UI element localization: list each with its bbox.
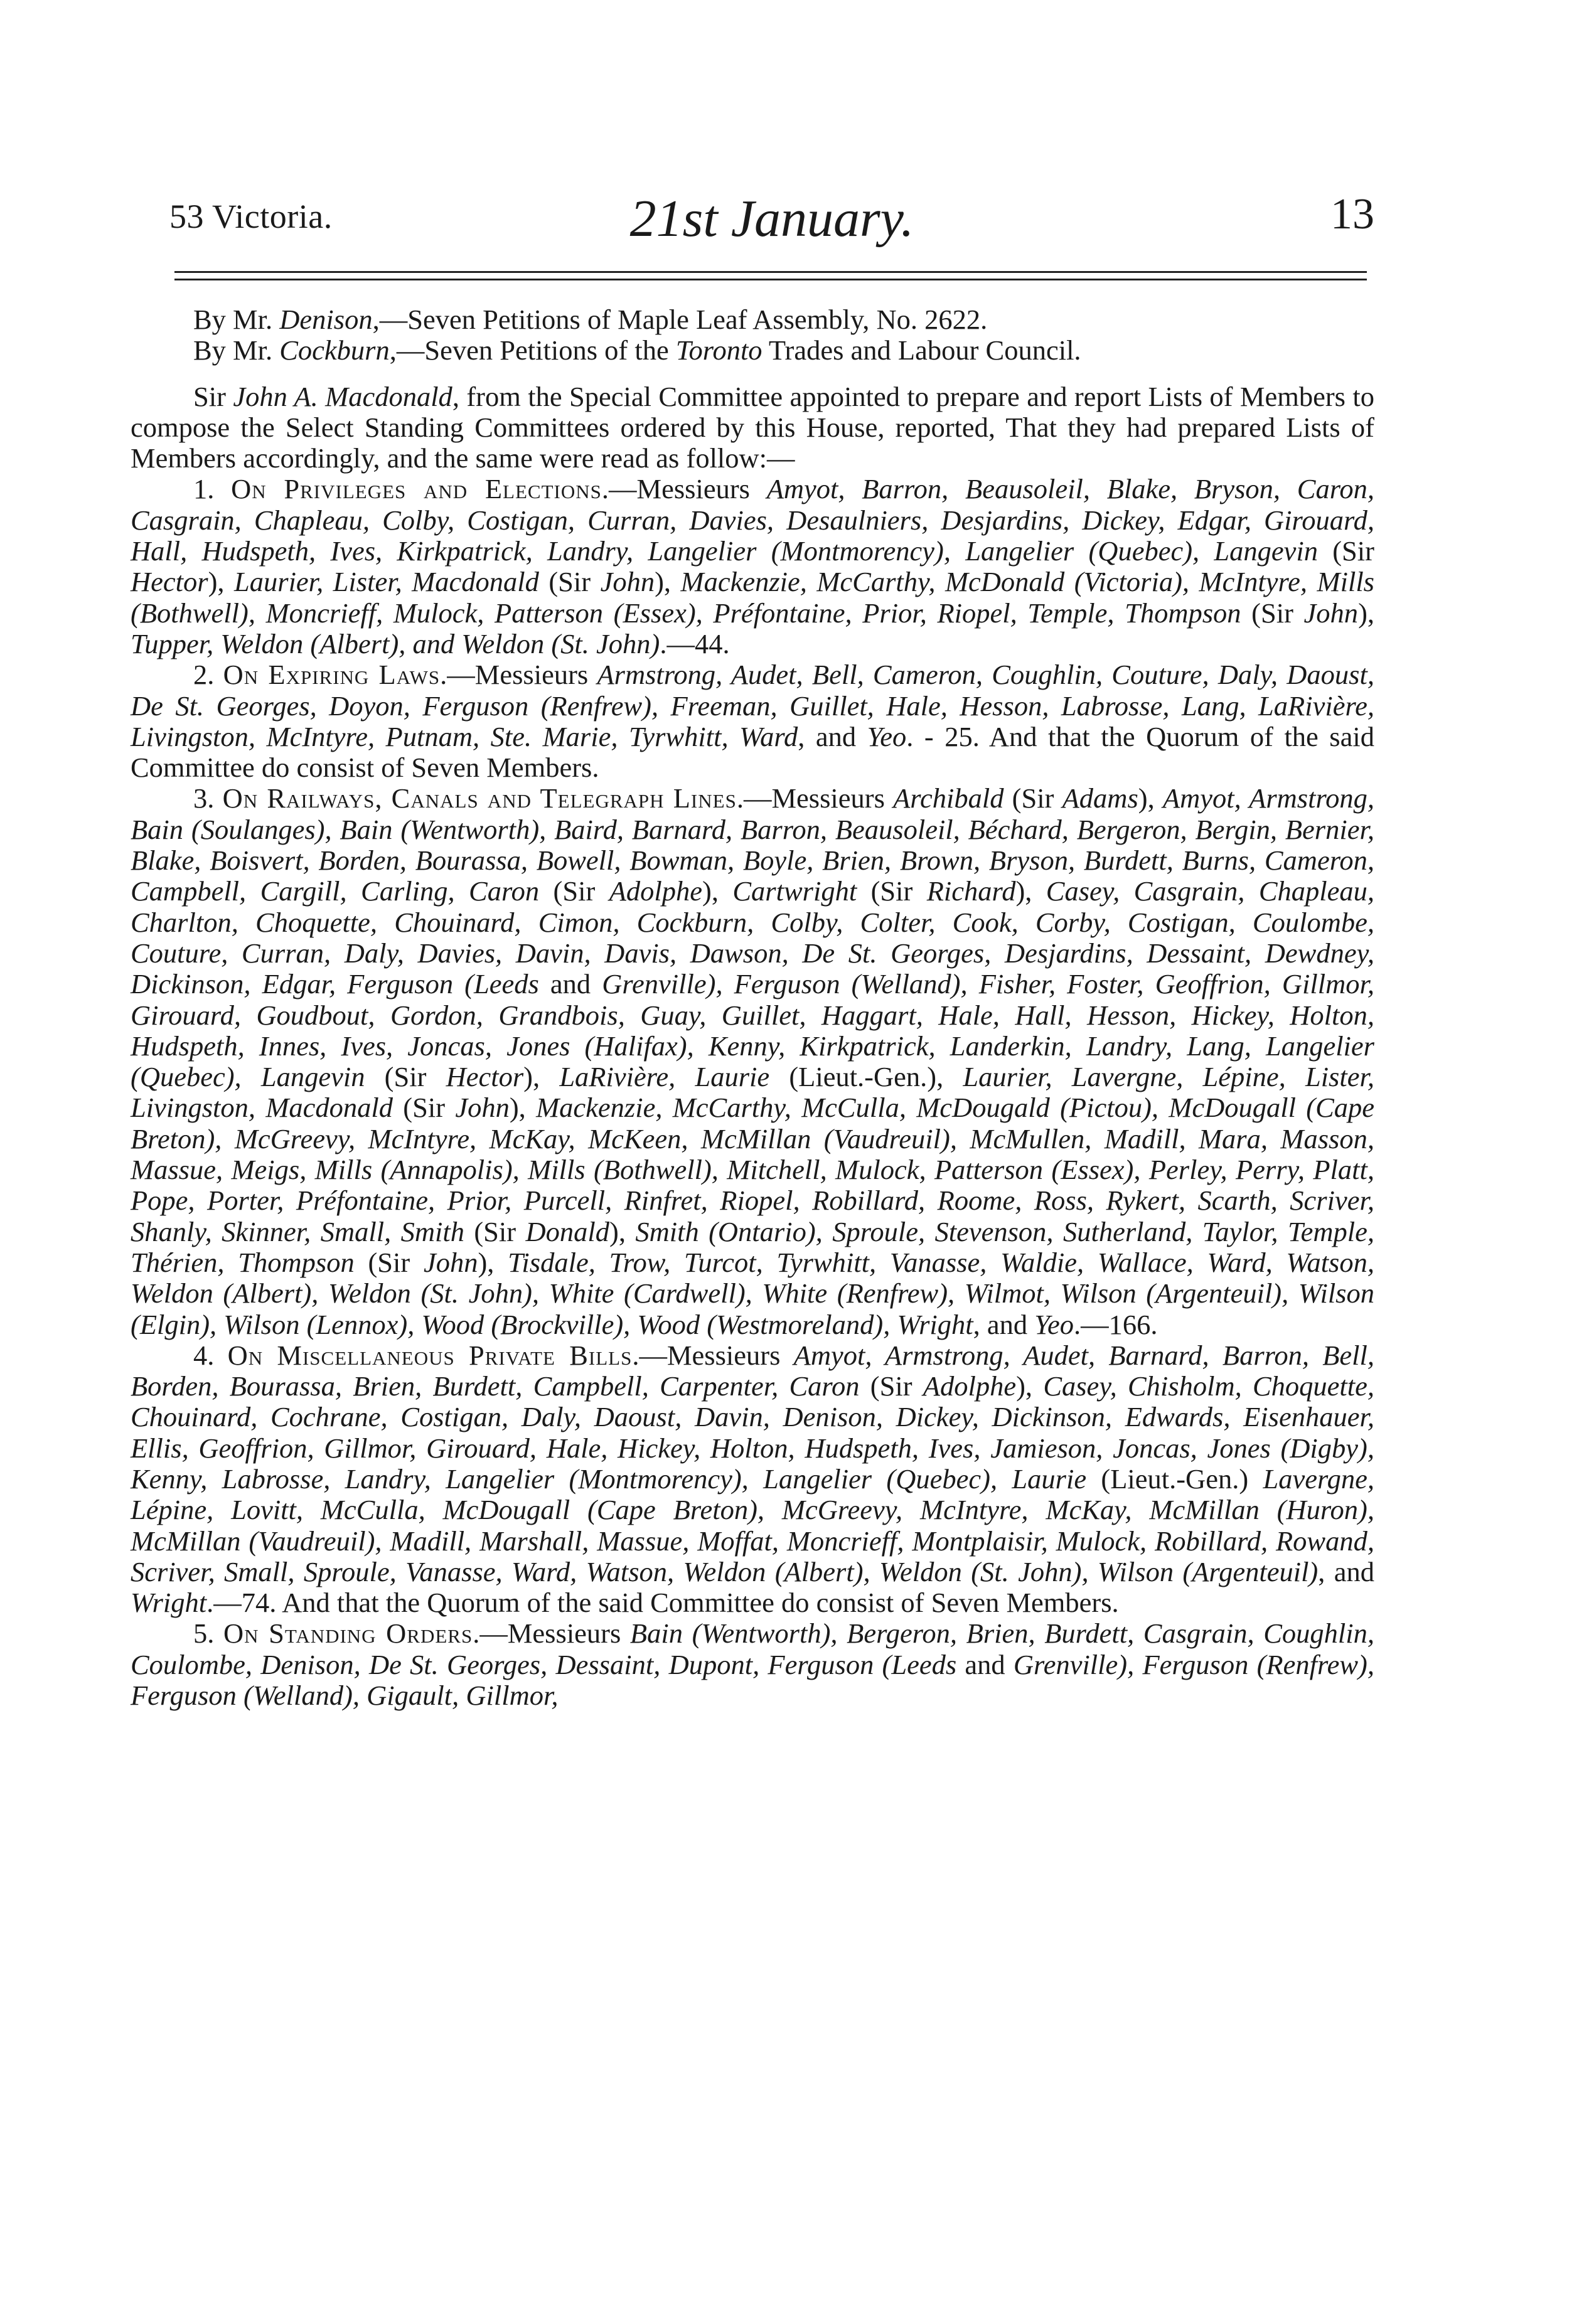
committee-railways-canals: 3. On Railways, Canals and Telegraph Lines.—Messieurs Archibald (Sir Adams), Amyot, Armstrong, Bain (Soulanges), Bain (Wentworth), Baird, Barnard, Barron, Beausoleil, Béchard, Bergeron, Bergin, Bernier, Blake, Boisvert, Borden, Bourassa, Bowell, Bowman, Boyle, Brien, Brown, Bryson, Burdett, Burns, Cameron, Campbell, Cargill, Carling, Caron (Sir Adolphe), Cartwright (Sir Richard), Casey, Casgrain, Chapleau, Charlton, Choquette, Chouinard, Cimon, Cockburn, Colby, Colter, Cook, Corby, Costigan, Coulombe, Couture, Curran, Daly, Davies, Davin, Davis, Dawson, De St. Georges, Desjardins, Dessaint, Dewdney, Dickinson, Edgar, Ferguson (Leeds and Grenville), Ferguson (Welland), Fisher, Foster, Geoffrion, Gillmor, Girouard, Goudbout, Gordon, Grandbois, Guay, Guillet, Haggart, Hale, Hall, Hesson, Hickey, Holton, Hudspeth, Innes, Ives, Joncas, Jones (Halifax), Kenny, Kirkpatrick, Landerkin, Landry, Lang, Langelier (Quebec), Langevin (Sir Hector), LaRivière, Laurie (Lieut.-Gen.), Laurier, Lavergne, Lépine, Lister, Livingston, Macdonald (Sir John), Mackenzie, McCarthy, McCulla, McDougald (Pictou), McDougall (Cape Breton), McGreevy, McIntyre, McKay, McKeen, McMillan (Vaudreuil), McMullen, Madill, Mara, Masson, Massue, Meigs, Mills (Annapolis), Mills (Bothwell), Mitchell, Mulock, Patterson (Essex), Perley, Perry, Platt, Pope, Porter, Préfontaine, Prior, Purcell, Rinfret, Riopel, Robillard, Roome, Ross, Rykert, Scarth, Scriver, Shanly, Skinner, Small, Smith (Sir Donald), Smith (Ontario), Sproule, Stevenson, Sutherland, Taylor, Temple, Thérien, Thompson (Sir John), Tisdale, Trow, Turcot, Tyrwhitt, Vanasse, Waldie, Wallace, Ward, Watson, Weldon (Albert), Weldon (St. John), White (Cardwell), White (Renfrew), Wilmot, Wilson (Argenteuil), Wilson (Elgin), Wilson (Lennox), Wood (Brockville), Wood (Westmoreland), Wright, and Yeo.—166. <box>131 782 1375 1340</box>
petition-entry-cockburn: By Mr. Cockburn,—Seven Petitions of the Toronto Trades and Labour Council. <box>193 334 1081 366</box>
committee-privileges-elections: 1. On Privileges and Elections.—Messieurs Amyot, Barron, Beausoleil, Blake, Bryson, Caron, Casgrain, Chapleau, Colby, Costigan, Curran, Davies, Desaulniers, Desjardins, Dickey, Edgar, Girouard, Hall, Hudspeth, Ives, Kirkpatrick, Landry, Langelier (Montmorency), Langelier (Quebec), Langevin (Sir Hector), Laurier, Lister, Macdonald (Sir John), Mackenzie, McCarthy, McDonald (Victoria), McIntyre, Mills (Bothwell), Moncrieff, Mulock, Patterson (Essex), Préfontaine, Prior, Riopel, Temple, Thompson (Sir John), Tupper, Weldon (Albert), and Weldon (St. John).—44. <box>131 473 1375 659</box>
petition-entry-denison: By Mr. Denison,—Seven Petitions of Maple Leaf Assembly, No. 2622. <box>193 304 988 335</box>
header-rule-bottom <box>174 279 1367 280</box>
header-rule-top <box>174 271 1367 273</box>
committee-standing-orders: 5. On Standing Orders.—Messieurs Bain (Wentworth), Bergeron, Brien, Burdett, Casgrain, Coughlin, Coulombe, Denison, De St. Georges, Dessaint, Dupont, Ferguson (Leeds and Grenville), Ferguson (Renfrew), Ferguson (Welland), Gigault, Gillmor, <box>131 1618 1374 1712</box>
page-header <box>169 188 1374 251</box>
session-label: 53 Victoria. <box>169 198 333 235</box>
committee-private-bills: 4. On Miscellaneous Private Bills.—Messieurs Amyot, Armstrong, Audet, Barnard, Barron, Bell, Borden, Bourassa, Brien, Burdett, Campbell, Carpenter, Caron (Sir Adolphe), Casey, Chisholm, Choquette, Chouinard, Cochrane, Costigan, Daly, Daoust, Davin, Denison, Dickey, Dickinson, Edwards, Eisenhauer, Ellis, Geoffrion, Gillmor, Girouard, Hale, Hickey, Holton, Hudspeth, Ives, Jamieson, Joncas, Jones (Digby), Kenny, Labrosse, Landry, Langelier (Montmorency), Langelier (Quebec), Laurie (Lieut.-Gen.) Lavergne, Lépine, Lovitt, McCulla, McDougall (Cape Breton), McGreevy, McIntyre, McKay, McMillan (Huron), McMillan (Vaudreuil), Madill, Marshall, Massue, Moffat, Moncrieff, Montplaisir, Mulock, Robillard, Rowand, Scriver, Small, Sproule, Vanasse, Ward, Watson, Weldon (Albert), Weldon (St. John), Wilson (Argenteuil), and Wright.—74. And that the Quorum of the said Committee do consist of Seven Members. <box>131 1339 1374 1619</box>
page-number: 13 <box>1330 190 1374 238</box>
date-heading: 21st January. <box>629 189 914 248</box>
committee-expiring-laws: 2. On Expiring Laws.—Messieurs Armstrong, Audet, Bell, Cameron, Coughlin, Couture, Daly, Daoust, De St. Georges, Doyon, Ferguson (Renfrew), Freeman, Guillet, Hale, Hesson, Labrosse, Lang, LaRivière, Livingston, McIntyre, Putnam, Ste. Marie, Tyrwhitt, Ward, and Yeo. - 25. And that the Quorum of the said Committee do consist of Seven Members. <box>131 659 1374 784</box>
journal-body <box>131 304 1374 1711</box>
committee-report-intro: Sir John A. Macdonald, from the Special Committee appointed to prepare and report Lists of Members to compose the Select Standing Committees ordered by this House, reported, That they had prepared Lists of Members accordingly, and the same were read as follow:— <box>131 380 1374 474</box>
